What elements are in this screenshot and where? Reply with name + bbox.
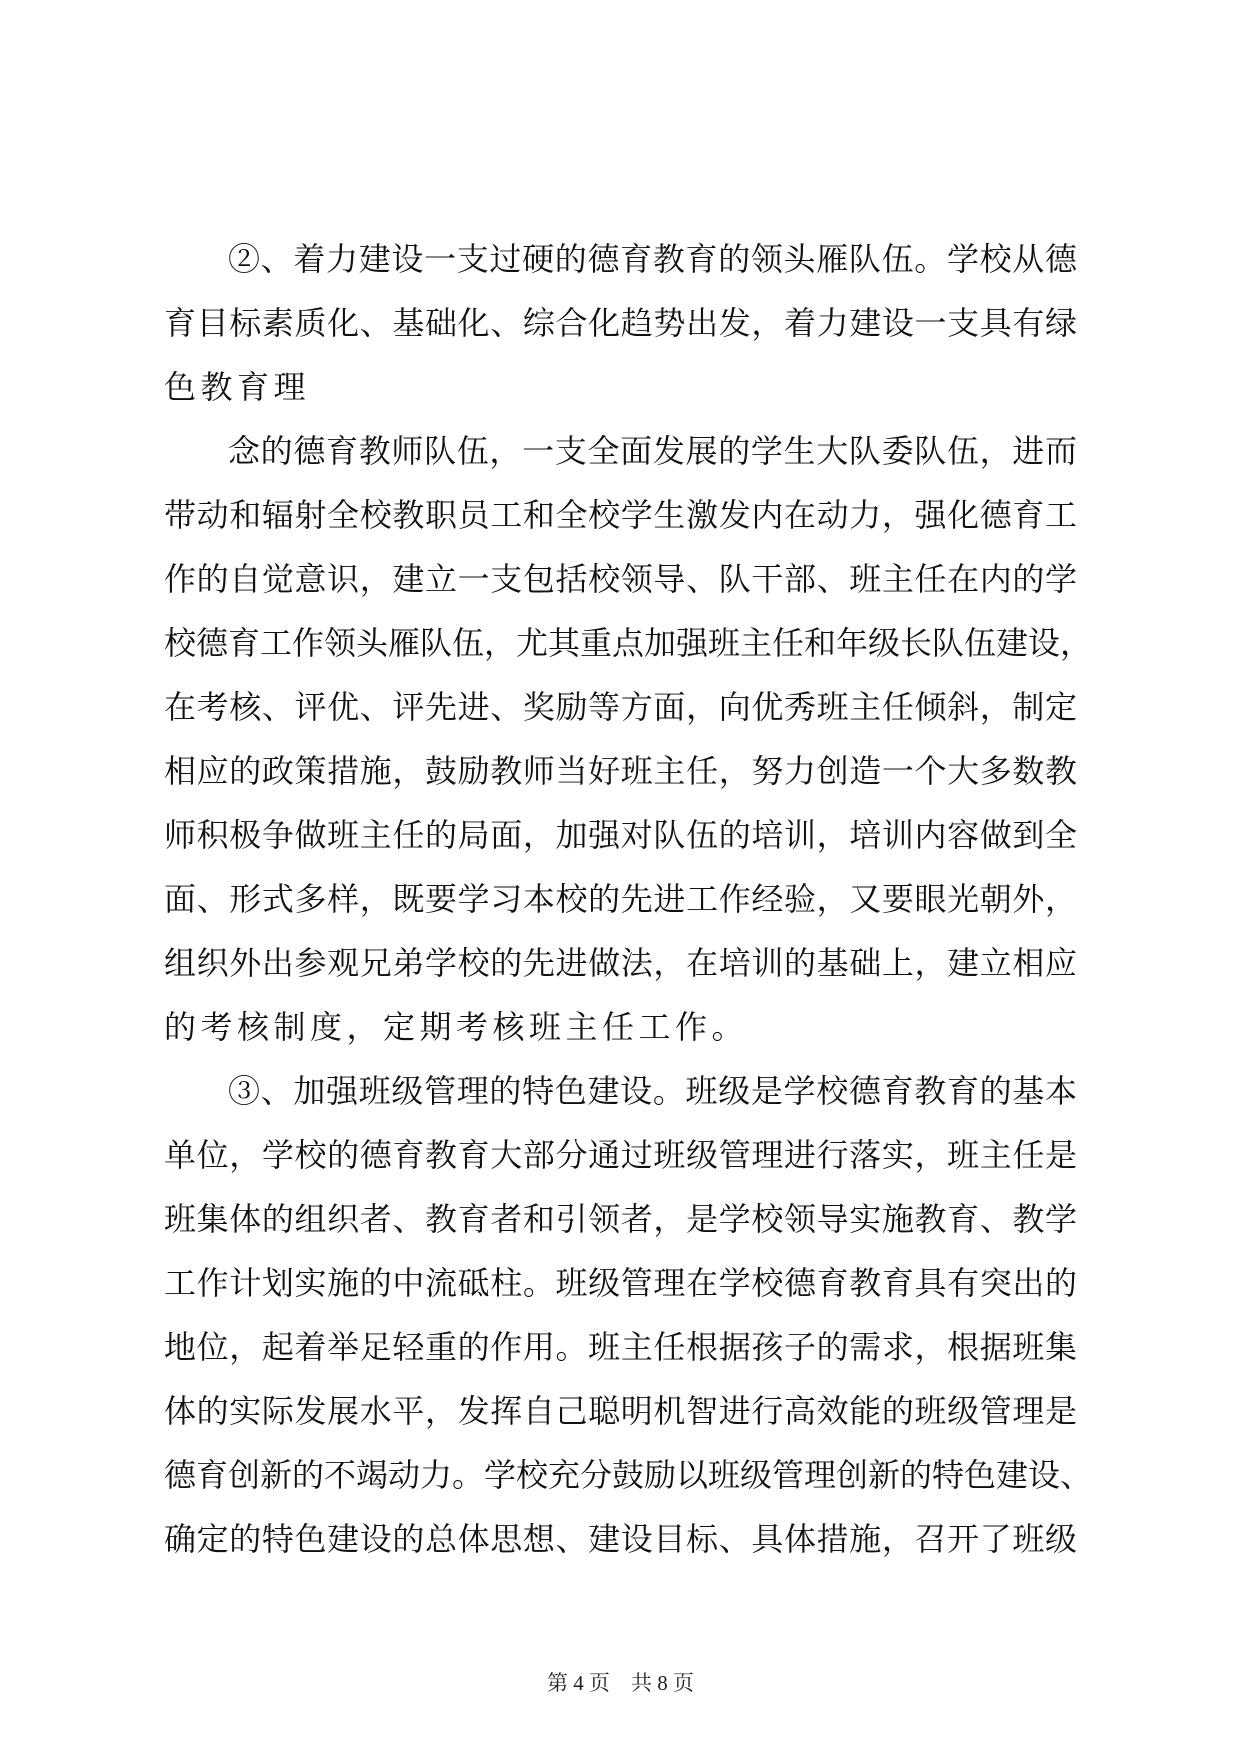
paragraph-continued <box>164 419 1093 1059</box>
text-line: 作的自觉意识，建立一支包括校领导、队干部、班主任在内的学 <box>164 560 1077 598</box>
text-line: 面、形式多样，既要学习本校的先进工作经验，又要眼光朝外， <box>164 880 1077 918</box>
text-line: 色教育理 <box>164 368 311 406</box>
text-line: ③、加强班级管理的特色建设。班级是学校德育教育的基本 <box>228 1072 1077 1110</box>
text-line: 相应的政策措施，鼓励教师当好班主任，努力创造一个大多数教 <box>164 752 1077 790</box>
page-footer <box>0 1668 1241 1698</box>
text-line: 体的实际发展水平，发挥自己聪明机智进行高效能的班级管理是 <box>164 1392 1077 1430</box>
paragraph-3 <box>164 1059 1093 1571</box>
text-line: 带动和辐射全校教职员工和全校学生激发内在动力，强化德育工 <box>164 496 1077 534</box>
text-line: 工作计划实施的中流砥柱。班级管理在学校德育教育具有突出的 <box>164 1264 1077 1302</box>
text-line: 班集体的组织者、教育者和引领者，是学校领导实施教育、教学 <box>164 1200 1077 1238</box>
text-line: 组织外出参观兄弟学校的先进做法，在培训的基础上，建立相应 <box>164 944 1077 982</box>
page-number: 第 4 页 <box>547 1671 610 1695</box>
page-total: 共 8 页 <box>631 1671 694 1695</box>
text-line: 在考核、评优、评先进、奖励等方面，向优秀班主任倾斜，制定 <box>164 688 1077 726</box>
text-line: 地位，起着举足轻重的作用。班主任根据孩子的需求，根据班集 <box>164 1328 1077 1366</box>
document-body <box>164 227 1093 1571</box>
text-line: 单位，学校的德育教育大部分通过班级管理进行落实，班主任是 <box>164 1136 1077 1174</box>
text-line: ②、着力建设一支过硬的德育教育的领头雁队伍。学校从德 <box>228 240 1077 278</box>
text-line: 的考核制度，定期考核班主任工作。 <box>164 1008 749 1046</box>
text-line: 德育创新的不竭动力。学校充分鼓励以班级管理创新的特色建设、 <box>164 1456 1093 1494</box>
text-line: 校德育工作领头雁队伍，尤其重点加强班主任和年级长队伍建设， <box>164 624 1093 662</box>
text-line: 师积极争做班主任的局面，加强对队伍的培训，培训内容做到全 <box>164 816 1077 854</box>
paragraph-2 <box>164 227 1077 419</box>
text-line: 念的德育教师队伍，一支全面发展的学生大队委队伍，进而 <box>228 432 1077 470</box>
page-spacer <box>615 1671 626 1695</box>
text-line: 确定的特色建设的总体思想、建设目标、具体措施，召开了班级 <box>164 1520 1077 1558</box>
text-line: 育目标素质化、基础化、综合化趋势出发，着力建设一支具有绿 <box>164 304 1077 342</box>
